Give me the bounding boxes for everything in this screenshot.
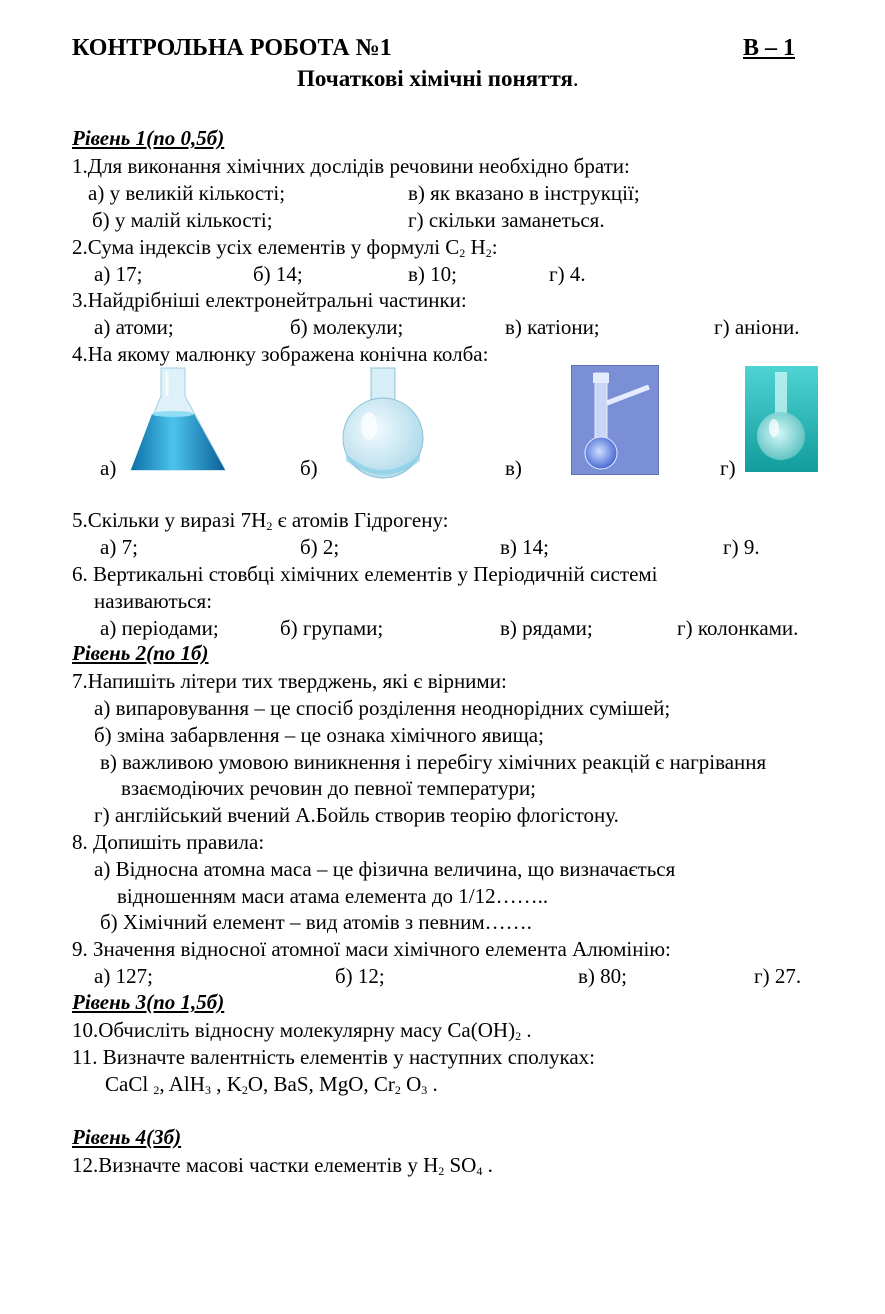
q3-option-a: а) атоми; — [94, 315, 174, 339]
q2-option-a: а) 17; — [94, 262, 143, 286]
q8-rule-a-cont: відношенням маси атама елемента до 1/12…….. — [117, 884, 549, 908]
q1-option-a: а) у великій кількості; — [88, 181, 286, 205]
question-3: 3.Найдрібніші електронейтральні частинки: — [72, 288, 467, 312]
q8-rule-a: а) Відносна атомна маса – це фізична величина, що визначається — [94, 857, 676, 881]
question-6: 6. Вертикальні стовбці хімічних елементів у Періодичній системі — [72, 562, 658, 586]
question-1: 1.Для виконання хімічних дослідів речовини необхідно брати: — [72, 154, 630, 178]
level-4-heading: Рівень 4(3б) — [72, 1125, 182, 1149]
q1-option-g: г) скільки заманеться. — [408, 208, 605, 232]
q7-statement-a: а) випаровування – це спосіб розділення неоднорідних сумішей; — [94, 696, 671, 720]
q7-statement-g: г) англійський вчений А.Бойль створив теорію флогістону. — [94, 803, 619, 827]
page-subtitle: Початкові хімічні поняття. — [297, 66, 579, 91]
level-3-heading: Рівень 3(по 1,5б) — [72, 990, 225, 1014]
variant-label: В – 1 — [743, 35, 796, 61]
q3-option-g: г) аніони. — [714, 315, 800, 339]
q8-rule-b: б) Хімічний елемент – вид атомів з певним……. — [100, 910, 532, 934]
q1-option-b: б) у малій кількості; — [92, 208, 273, 232]
q2-option-v: в) 10; — [408, 262, 457, 286]
q7-statement-b: б) зміна забарвлення – це ознака хімічного явища; — [94, 723, 544, 747]
question-7: 7.Напишіть літери тих тверджень, які є вірними: — [72, 669, 507, 693]
q6-option-g: г) колонками. — [677, 616, 799, 640]
q5-option-b: б) 2; — [300, 535, 340, 559]
q2-option-g: г) 4. — [549, 262, 586, 286]
question-4: 4.На якому малюнку зображена конічна колба: — [72, 342, 489, 366]
distillation-flask-image — [571, 365, 659, 475]
q7-statement-v-cont: взаємодіючих речовин до певної температури; — [121, 776, 537, 800]
question-11: 11. Визначте валентність елементів у наступних сполуках: — [72, 1045, 595, 1069]
conical-flask-image — [127, 366, 231, 474]
q1-option-v: в) як вказано в інструкції; — [408, 181, 640, 205]
round-flask-image — [333, 366, 437, 480]
q9-option-a: а) 127; — [94, 964, 153, 988]
q6-option-b: б) групами; — [280, 616, 384, 640]
question-10: 10.Обчисліть відносну молекулярну масу $Са(ОН)_2$ . — [72, 1018, 532, 1043]
question-12: 12.Визначте масові частки елементів у $Н_2$ $SO_4$ . — [72, 1153, 493, 1178]
question-9: 9. Значення відносної атомної маси хімічного елемента Алюмінію: — [72, 937, 671, 961]
question-8: 8. Допишіть правила: — [72, 830, 265, 854]
question-6-cont: називаються: — [94, 589, 213, 613]
question-2: 2.Сума індексів усіх елементів у формулі $С_2$ $Н_2$: — [72, 235, 498, 260]
q2-option-b: б) 14; — [253, 262, 303, 286]
q5-option-v: в) 14; — [500, 535, 549, 559]
question-5: 5.Скільки у виразі $7Н_2$ є атомів Гідрогену: — [72, 508, 449, 533]
q9-option-v: в) 80; — [578, 964, 627, 988]
level-1-heading: Рівень 1(по 0,5б) — [72, 126, 225, 150]
q6-option-a: а) періодами; — [100, 616, 219, 640]
q3-option-v: в) катіони; — [505, 315, 600, 339]
q6-option-v: в) рядами; — [500, 616, 593, 640]
page-title: КОНТРОЛЬНА РОБОТА №1 — [72, 35, 392, 61]
q5-option-g: г) 9. — [723, 535, 760, 559]
q4-option-g: г) — [720, 456, 736, 480]
q5-option-a: а) 7; — [100, 535, 138, 559]
q3-option-b: б) молекули; — [290, 315, 404, 339]
q4-option-v: в) — [505, 456, 522, 480]
round-bottom-flask-image — [745, 366, 818, 472]
q7-statement-v: в) важливою умовою виникнення і перебігу хімічних реакцій є нагрівання — [100, 750, 767, 774]
level-2-heading: Рівень 2(по 1б) — [72, 641, 209, 665]
q9-option-g: г) 27. — [754, 964, 802, 988]
q11-formulas: CaCl $_2$, AlH$_3$ , $K_2O$, BaS, MgO, $Cr_2$ $O_3$ . — [105, 1072, 438, 1097]
q4-option-b: б) — [300, 456, 318, 480]
q9-option-b: б) 12; — [335, 964, 385, 988]
q4-option-a: а) — [100, 456, 117, 480]
